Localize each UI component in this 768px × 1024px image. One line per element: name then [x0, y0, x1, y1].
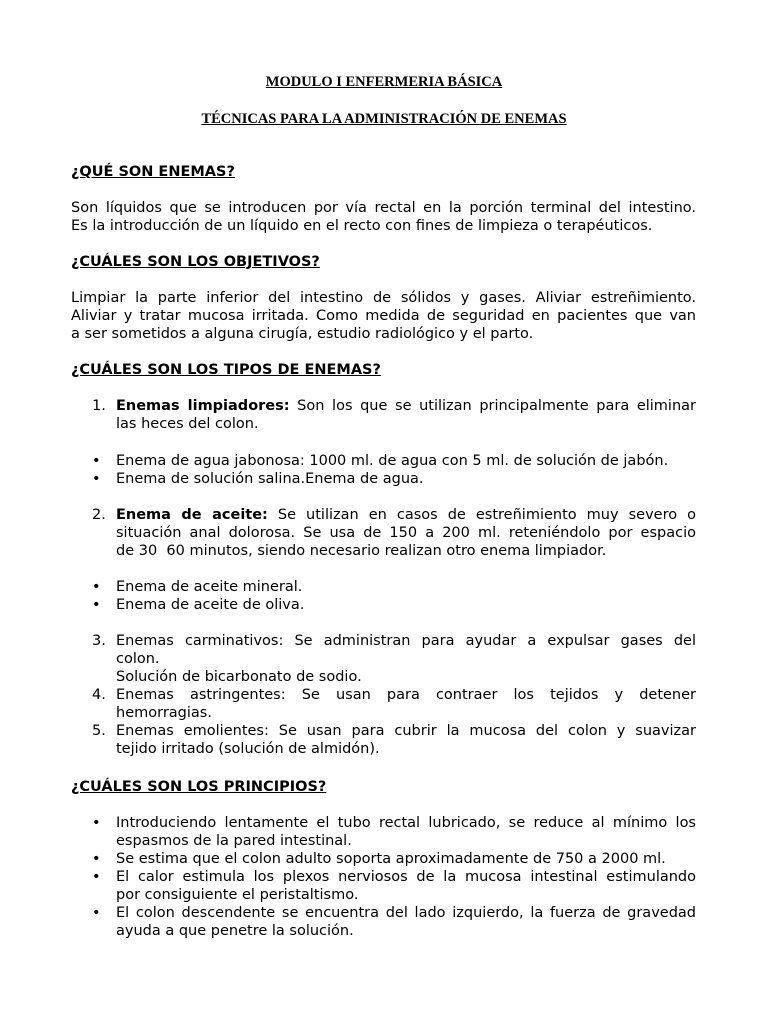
item-line: Solución de bicarbonato de sodio.	[116, 669, 362, 685]
paragraph-line: Limpiar la parte inferior del intestino de sólidos y gases. Aliviar estreñimiento.	[71, 290, 696, 306]
bullet-icon: •	[92, 471, 101, 487]
item-term: Enemas limpiadores:	[116, 398, 290, 414]
bullet-icon: •	[92, 815, 101, 831]
list-number: 2.	[92, 507, 106, 523]
paragraph-line: a ser sometidos a alguna cirugía, estudio radiológico y el parto.	[71, 326, 534, 342]
list-number: 1.	[92, 398, 106, 414]
bullet-item	[71, 578, 696, 596]
item-line: hemorragias.	[116, 705, 212, 721]
bullet-item	[71, 868, 696, 904]
item-line: espasmos de la pared intestinal.	[116, 833, 352, 849]
bullet-icon: •	[92, 869, 101, 885]
bullet-item	[71, 850, 696, 868]
item-line: Enemas astringentes: Se usan para contraer los tejidos y detener	[116, 687, 696, 703]
bullet-item	[71, 596, 696, 614]
item-line	[116, 397, 696, 415]
numbered-item-4	[71, 686, 696, 722]
numbered-item-5	[71, 722, 696, 758]
item-line: tejido irritado (solución de almidón).	[116, 741, 380, 757]
bullet-icon: •	[92, 905, 101, 921]
document-title: MODULO I ENFERMERIA BÁSICA	[265, 74, 503, 90]
section-heading-tipos: ¿CUÁLES SON LOS TIPOS DE ENEMAS?	[71, 362, 381, 378]
section-paragraph-objetivos	[71, 289, 696, 343]
item-line: Enema de agua jabonosa: 1000 ml. de agua con 5 ml. de solución de jabón.	[116, 453, 669, 469]
numbered-item-3	[71, 632, 696, 686]
list-number: 4.	[92, 687, 106, 703]
item-line: El colon descendente se encuentra del lado izquierdo, la fuerza de gravedad	[116, 905, 696, 921]
document-subtitle: TÉCNICAS PARA LA ADMINISTRACIÓN DE ENEMAS	[201, 111, 567, 127]
item-line: Introduciendo lentamente el tubo rectal lubricado, se reduce al mínimo los	[116, 815, 696, 831]
item-line: Enema de aceite mineral.	[116, 579, 303, 595]
numbered-item-2	[71, 506, 696, 560]
item-line	[116, 506, 696, 524]
list-number: 5.	[92, 723, 106, 739]
section-heading-principios: ¿CUÁLES SON LOS PRINCIPIOS?	[71, 779, 327, 795]
numbered-item-1	[71, 397, 696, 433]
bullet-item	[71, 904, 696, 940]
item-text: Son los que se utilizan principalmente para eliminar	[289, 398, 697, 414]
paragraph-line: Son líquidos que se introducen por vía rectal en la porción terminal del intestino.	[71, 200, 696, 216]
item-line: Se estima que el colon adulto soporta aproximadamente de 750 a 2000 ml.	[116, 851, 666, 867]
item-line: colon.	[116, 651, 160, 667]
item-line: por consiguiente el peristaltismo.	[116, 887, 359, 903]
item-line: Enemas carminativos: Se administran para ayudar a expulsar gases del	[116, 633, 696, 649]
item-line: Enema de aceite de oliva.	[116, 597, 305, 613]
bullet-icon: •	[92, 851, 101, 867]
item-term: Enema de aceite:	[116, 507, 268, 523]
bullet-item	[71, 470, 696, 488]
item-text: Se utilizan en casos de estreñimiento muy severo o	[267, 507, 696, 523]
paragraph-line: Aliviar y tratar mucosa irritada. Como medida de seguridad en pacientes que van	[71, 308, 696, 324]
bullet-item	[71, 814, 696, 850]
item-line: de 30 60 minutos, siendo necesario realizan otro enema limpiador.	[116, 543, 607, 559]
section-paragraph-que-son	[71, 199, 696, 235]
paragraph-line: Es la introducción de un líquido en el recto con fines de limpieza o terapéuticos.	[71, 218, 653, 234]
item-line: ayuda a que penetre la solución.	[116, 923, 354, 939]
section-heading-que-son: ¿QUÉ SON ENEMAS?	[71, 164, 235, 180]
item-line: las heces del colon.	[116, 416, 259, 432]
item-line: situación anal dolorosa. Se usa de 150 a 200 ml. reteniéndolo por espacio	[116, 525, 696, 541]
item-line: Enema de solución salina.Enema de agua.	[116, 471, 424, 487]
bullet-item	[71, 452, 696, 470]
bullet-icon: •	[92, 579, 101, 595]
item-line: El calor estimula los plexos nerviosos de la mucosa intestinal estimulando	[116, 869, 696, 885]
section-heading-objetivos: ¿CUÁLES SON LOS OBJETIVOS?	[71, 254, 320, 270]
bullet-icon: •	[92, 453, 101, 469]
bullet-icon: •	[92, 597, 101, 613]
item-line: Enemas emolientes: Se usan para cubrir la mucosa del colon y suavizar	[116, 723, 696, 739]
list-number: 3.	[92, 633, 106, 649]
